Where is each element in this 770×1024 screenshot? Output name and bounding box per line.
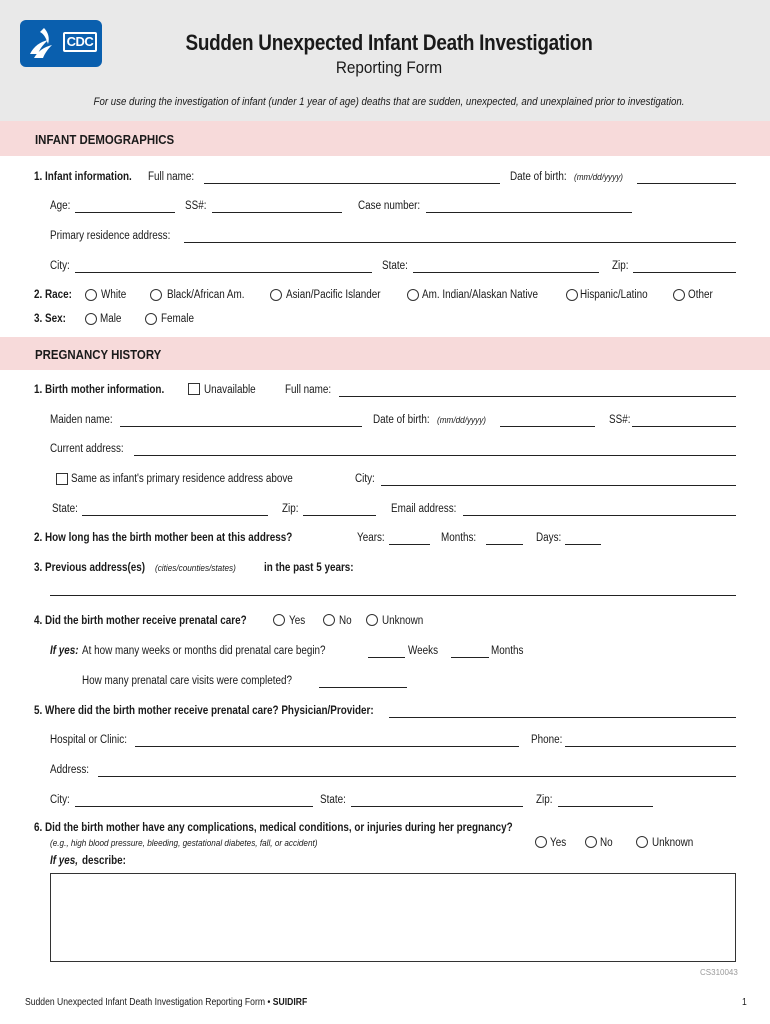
- full-name-label: Full name:: [148, 171, 195, 183]
- sex-radio-male[interactable]: [85, 313, 97, 325]
- section-title: PREGNANCY HISTORY: [35, 347, 162, 362]
- sex-option-label: Female: [161, 313, 194, 325]
- footer-form-name: [25, 997, 307, 1008]
- mother-dob-label: Date of birth:: [373, 414, 430, 426]
- prenatal-radio-unknown[interactable]: [366, 614, 378, 626]
- race-radio-black[interactable]: [150, 289, 162, 301]
- case-number-field[interactable]: [426, 212, 632, 213]
- unknown-label: Unknown: [382, 615, 424, 627]
- race-radio-white[interactable]: [85, 289, 97, 301]
- section-pregnancy-history: [0, 337, 770, 370]
- weeks-label: Weeks: [408, 645, 439, 657]
- mother-zip-field[interactable]: [303, 515, 376, 516]
- yes-label: Yes: [289, 615, 306, 627]
- age-label: Age:: [50, 200, 71, 212]
- q2-label: 2. How long has the birth mother been at this address?: [34, 532, 293, 544]
- form-note: For use during the investigation of infant (under 1 year of age) deaths that are sudden, unexpected, and unexplained prior to investigation.: [93, 96, 685, 108]
- infant-zip-field[interactable]: [633, 272, 736, 273]
- mother-state-field[interactable]: [82, 515, 268, 516]
- email-label: Email address:: [391, 503, 457, 515]
- race-option-label: Black/African Am.: [167, 289, 245, 301]
- weeks-question: At how many weeks or months did prenatal care begin?: [82, 645, 326, 657]
- infant-dob-field[interactable]: [637, 183, 736, 184]
- race-option-label: Hispanic/Latino: [580, 289, 648, 301]
- mother-name-label: Full name:: [285, 384, 332, 396]
- visits-question: How many prenatal care visits were completed?: [82, 675, 292, 687]
- yes-label: Yes: [550, 837, 567, 849]
- sex-radio-female[interactable]: [145, 313, 157, 325]
- same-address-checkbox[interactable]: [56, 473, 68, 485]
- years-label: Years:: [357, 532, 385, 544]
- race-label: 2. Race:: [34, 289, 72, 301]
- current-address-label: Current address:: [50, 443, 124, 455]
- prenatal-zip-label: Zip:: [536, 794, 553, 806]
- state-label: State:: [382, 260, 408, 272]
- footer-bullet: •: [267, 997, 271, 1008]
- race-radio-native[interactable]: [407, 289, 419, 301]
- form-subtitle: Reporting Form: [335, 58, 443, 77]
- q3-label-end: in the past 5 years:: [264, 562, 354, 574]
- ss-label: SS#:: [185, 200, 207, 212]
- if-yes-label: If yes:: [50, 645, 79, 657]
- race-option-label: Am. Indian/Alaskan Native: [422, 289, 538, 301]
- sex-label: 3. Sex:: [34, 313, 66, 325]
- hospital-label: Hospital or Clinic:: [50, 734, 127, 746]
- days-field[interactable]: [565, 544, 601, 545]
- prenatal-address-label: Address:: [50, 764, 90, 776]
- maiden-name-field[interactable]: [120, 426, 362, 427]
- infant-name-field[interactable]: [204, 183, 500, 184]
- form-code: CS310043: [700, 968, 738, 977]
- complications-radio-no[interactable]: [585, 836, 597, 848]
- mother-city-field[interactable]: [381, 485, 736, 486]
- same-address-label: Same as infant's primary residence address above: [71, 473, 293, 485]
- email-field[interactable]: [463, 515, 736, 516]
- mother-name-field[interactable]: [339, 396, 736, 397]
- q3-hint: (cities/counties/states): [155, 563, 236, 574]
- form-title: Sudden Unexpected Infant Death Investigation: [185, 30, 593, 55]
- unavailable-checkbox[interactable]: [188, 383, 200, 395]
- mother-dob-field[interactable]: [500, 426, 595, 427]
- q6-hint: (e.g., high blood pressure, bleeding, gestational diabetes, fall, or accident): [50, 838, 318, 849]
- mother-ss-label: SS#:: [609, 414, 631, 426]
- race-option-label: Asian/Pacific Islander: [286, 289, 381, 301]
- dob-format: (mm/dd/yyyy): [574, 172, 624, 183]
- days-label: Days:: [536, 532, 562, 544]
- months-field[interactable]: [486, 544, 523, 545]
- provider-field[interactable]: [389, 717, 736, 718]
- sex-option-label: Male: [100, 313, 122, 325]
- unavailable-label: Unavailable: [204, 384, 256, 396]
- primary-address-field[interactable]: [184, 242, 736, 243]
- complications-radio-yes[interactable]: [535, 836, 547, 848]
- page-number: 1: [742, 997, 747, 1008]
- prenatal-address-field[interactable]: [98, 776, 736, 777]
- phone-label: Phone:: [531, 734, 563, 746]
- q1-label: 1. Infant information.: [34, 171, 132, 183]
- visits-field[interactable]: [319, 687, 407, 688]
- infant-city-field[interactable]: [75, 272, 372, 273]
- prenatal-city-label: City:: [50, 794, 70, 806]
- prenatal-city-field[interactable]: [75, 806, 313, 807]
- mother-state-label: State:: [52, 503, 78, 515]
- mother-ss-field[interactable]: [632, 426, 736, 427]
- months-label: Months:: [441, 532, 477, 544]
- section-title: INFANT DEMOGRAPHICS: [35, 132, 175, 147]
- describe-textarea[interactable]: [50, 873, 736, 962]
- section-infant-demographics: [0, 121, 770, 156]
- race-option-label: White: [101, 289, 127, 301]
- zip-label: Zip:: [612, 260, 629, 272]
- cdc-logo-text: CDC: [63, 32, 97, 52]
- infant-state-field[interactable]: [413, 272, 599, 273]
- mother-zip-label: Zip:: [282, 503, 299, 515]
- prenatal-zip-field[interactable]: [558, 806, 653, 807]
- current-address-field[interactable]: [134, 455, 736, 456]
- no-label: No: [339, 615, 352, 627]
- no-label: No: [600, 837, 613, 849]
- prenatal-months-field[interactable]: [451, 657, 489, 658]
- if-yes-describe-label: If yes,: [50, 855, 79, 867]
- q5-label: 5. Where did the birth mother receive prenatal care? Physician/Provider:: [34, 705, 374, 717]
- mother-q1-label: 1. Birth mother information.: [34, 384, 165, 396]
- phone-field[interactable]: [565, 746, 736, 747]
- prenatal-state-label: State:: [320, 794, 346, 806]
- race-radio-hispanic[interactable]: [566, 289, 578, 301]
- dob-label: Date of birth:: [510, 171, 567, 183]
- complications-radio-unknown[interactable]: [636, 836, 648, 848]
- q4-label: 4. Did the birth mother receive prenatal care?: [34, 615, 247, 627]
- q3-label: 3. Previous address(es): [34, 562, 146, 574]
- race-radio-other[interactable]: [673, 289, 685, 301]
- describe-label: describe:: [82, 855, 126, 867]
- unknown-label: Unknown: [652, 837, 694, 849]
- footer-form-title: Sudden Unexpected Infant Death Investigation Reporting Form: [25, 997, 265, 1008]
- infant-age-field[interactable]: [75, 212, 175, 213]
- prenatal-radio-yes[interactable]: [273, 614, 285, 626]
- race-option-label: Other: [688, 289, 713, 301]
- maiden-name-label: Maiden name:: [50, 414, 113, 426]
- mother-city-label: City:: [355, 473, 375, 485]
- q6-label: 6. Did the birth mother have any complications, medical conditions, or injuries during her pregnancy?: [34, 822, 513, 834]
- prenatal-radio-no[interactable]: [323, 614, 335, 626]
- prenatal-state-field[interactable]: [351, 806, 523, 807]
- weeks-field[interactable]: [368, 657, 405, 658]
- mother-dob-format: (mm/dd/yyyy): [437, 415, 487, 426]
- infant-ss-field[interactable]: [212, 212, 342, 213]
- race-radio-asian[interactable]: [270, 289, 282, 301]
- city-label: City:: [50, 260, 70, 272]
- hospital-field[interactable]: [135, 746, 519, 747]
- years-field[interactable]: [389, 544, 430, 545]
- footer-abbr: SUIDIRF: [272, 997, 308, 1008]
- previous-address-field[interactable]: [50, 595, 736, 596]
- primary-address-label: Primary residence address:: [50, 230, 171, 242]
- months-unit-label: Months: [491, 645, 524, 657]
- case-number-label: Case number:: [358, 200, 421, 212]
